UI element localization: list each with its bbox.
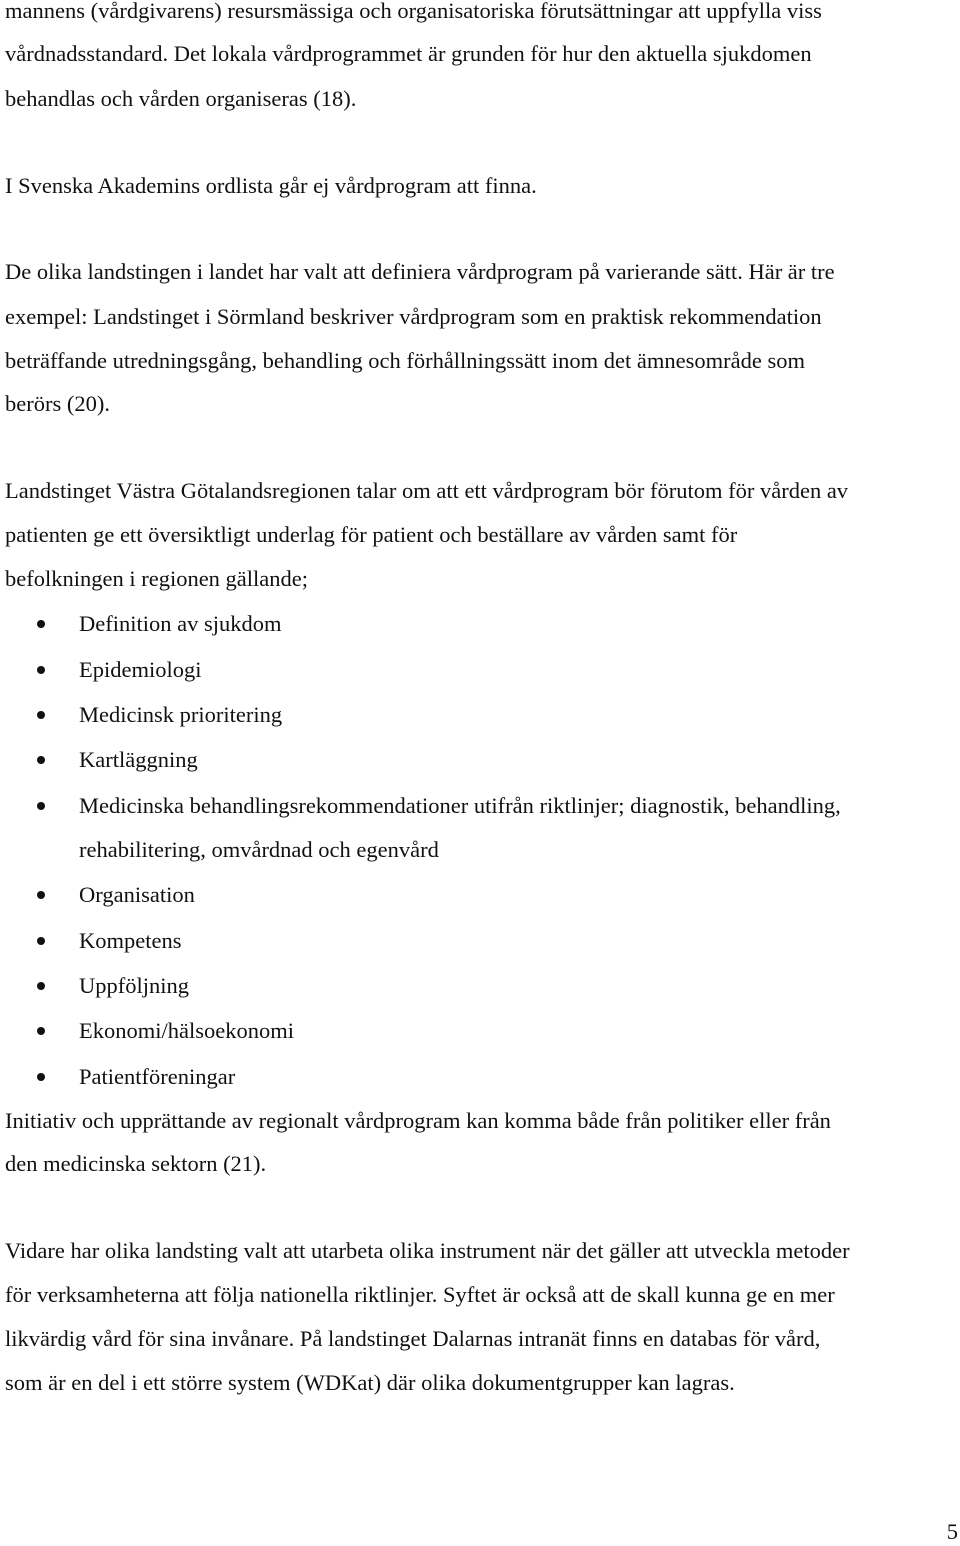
text-line: De olika landstingen i landet har valt att definiera vårdprogram på varierande sätt. Här är tre — [5, 259, 835, 284]
list-item-text: Patientföreningar — [79, 1064, 236, 1089]
bullet-icon — [37, 937, 45, 945]
text-line: den medicinska sektorn (21). — [5, 1151, 267, 1176]
text-line: behandlas och vården organiseras (18). — [5, 86, 357, 111]
list-item-text: Medicinska behandlingsrekommendationer utifrån riktlinjer; diagnostik, behandling, — [79, 793, 841, 818]
text-line: som är en del i ett större system (WDKat) där olika dokumentgrupper kan lagras. — [5, 1370, 735, 1395]
list-item-text: Ekonomi/hälsoekonomi — [79, 1018, 294, 1043]
list-item-text: Uppföljning — [79, 973, 189, 998]
list-item-text: Organisation — [79, 882, 195, 907]
bullet-icon — [37, 802, 45, 810]
bullet-icon — [37, 756, 45, 764]
text-line: I Svenska Akademins ordlista går ej vårdprogram att finna. — [5, 173, 537, 198]
list-item-text: Kompetens — [79, 928, 182, 953]
list-item-text: Definition av sjukdom — [79, 611, 282, 636]
bullet-icon — [37, 666, 45, 674]
text-line: likvärdig vård för sina invånare. På landstinget Dalarnas intranät finns en databas för vård, — [5, 1326, 821, 1351]
text-line: patienten ge ett översiktligt underlag för patient och beställare av vården samt för — [5, 522, 738, 547]
bullet-icon — [37, 1027, 45, 1035]
text-line: vårdnadsstandard. Det lokala vårdprogrammet är grunden för hur den aktuella sjukdomen — [5, 41, 812, 66]
text-line: berörs (20). — [5, 391, 110, 416]
list-item-text: Medicinsk prioritering — [79, 702, 283, 727]
list-item-text: Kartläggning — [79, 747, 198, 772]
bullet-icon — [37, 711, 45, 719]
text-line: Vidare har olika landsting valt att utarbeta olika instrument när det gäller att utveckla metoder — [5, 1238, 850, 1263]
text-line: exempel: Landstinget i Sörmland beskriver vårdprogram som en praktisk rekommendation — [5, 304, 822, 329]
text-line: Landstinget Västra Götalandsregionen talar om att ett vårdprogram bör förutom för vården av — [5, 478, 849, 503]
text-line: befolkningen i regionen gällande; — [5, 566, 309, 591]
page-number: 5 — [946, 1519, 958, 1544]
text-line: mannens (vårdgivarens) resursmässiga och organisatoriska förutsättningar att uppfylla viss — [5, 0, 822, 23]
text-line: beträffande utredningsgång, behandling och förhållningssätt inom det ämnesområde som — [5, 348, 806, 373]
bullet-icon — [37, 1073, 45, 1081]
bullet-icon — [37, 891, 45, 899]
list-item-text: rehabilitering, omvårdnad och egenvård — [79, 837, 439, 862]
bullet-icon — [37, 620, 45, 628]
list-item-text: Epidemiologi — [79, 657, 202, 682]
text-line: för verksamheterna att följa nationella riktlinjer. Syftet är också att de skall kunna ge en mer — [5, 1282, 835, 1307]
text-line: Initiativ och upprättande av regionalt vårdprogram kan komma både från politiker eller från — [5, 1108, 831, 1133]
bullet-icon — [37, 982, 45, 990]
